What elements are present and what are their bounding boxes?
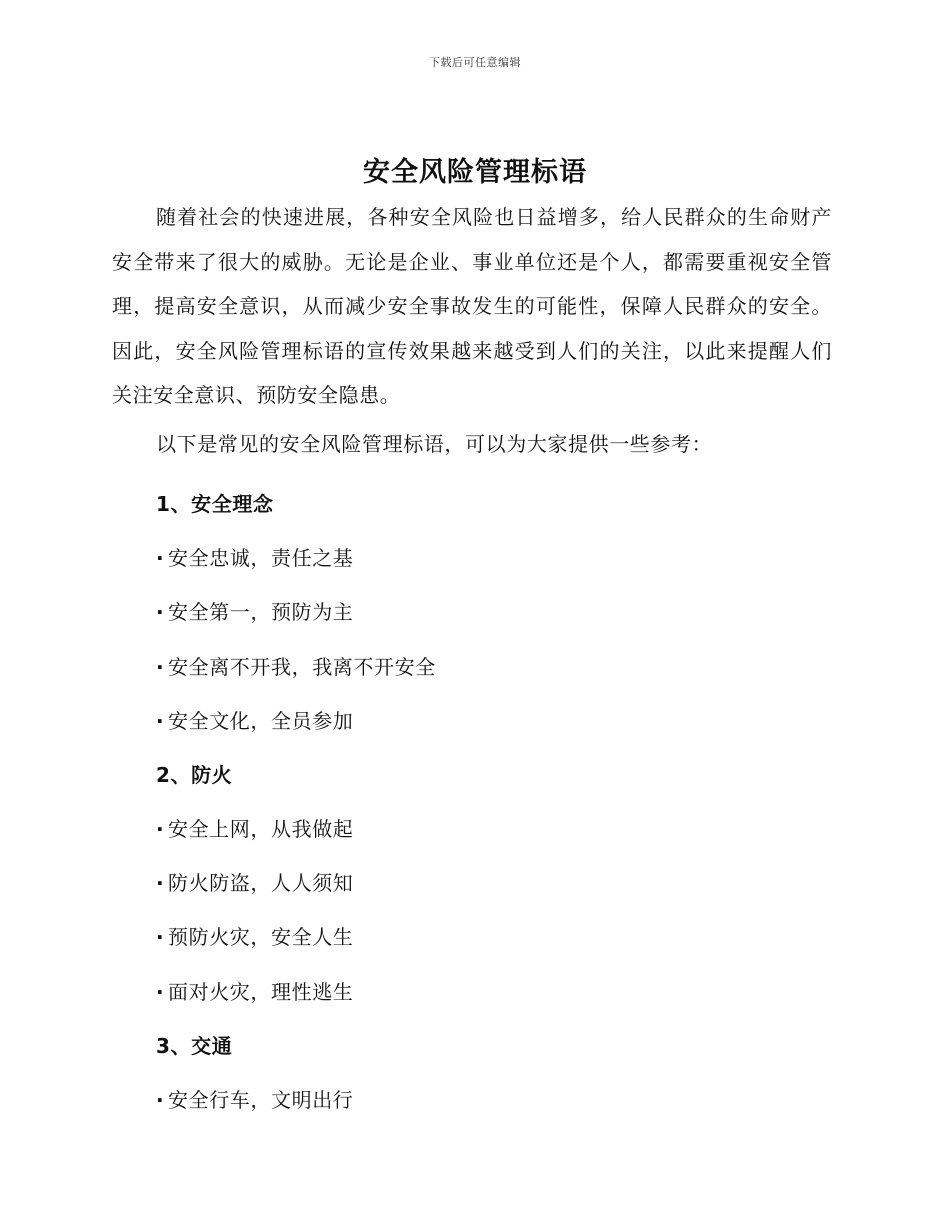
section-heading-traffic: 3、交通 xyxy=(156,1034,233,1058)
slogan-item xyxy=(156,651,436,680)
slogan-text: 安全上网，从我做起 xyxy=(168,817,354,841)
slogan-item xyxy=(156,867,353,896)
bullet-icon: · xyxy=(156,600,165,624)
bullet-icon: · xyxy=(156,709,165,733)
bullet-icon: · xyxy=(156,980,165,1004)
lead-sentence: 以下是常见的安全风险管理标语，可以为大家提供一些参考： xyxy=(156,432,713,456)
slogan-item xyxy=(156,976,353,1005)
slogan-text: 安全离不开我，我离不开安全 xyxy=(168,655,436,679)
slogan-text: 安全文化，全员参加 xyxy=(168,709,354,733)
bullet-icon: · xyxy=(156,871,165,895)
slogan-item xyxy=(156,705,353,734)
intro-paragraph: 随着社会的快速进展，各种安全风险也日益增多，给人民群众的生命财产安全带来了很大的威胁。无论是企业、事业单位还是个人，都需要重视安全管理，提高安全意识，从而减少安全事故发生的可能性，保障人民群众的安全。因此，安全风险管理标语的宣传效果越来越受到人们的关注，以此来提醒人们关注安全意识、预防安全隐患。 xyxy=(112,205,832,407)
bullet-icon: · xyxy=(156,546,165,570)
slogan-text: 安全第一，预防为主 xyxy=(168,600,354,624)
slogan-text: 防火防盗，人人须知 xyxy=(168,871,354,895)
bullet-icon: · xyxy=(156,817,165,841)
slogan-text: 面对火灾，理性逃生 xyxy=(168,980,354,1004)
slogan-item xyxy=(156,813,353,842)
document-title: 安全风险管理标语 xyxy=(363,157,587,188)
section-heading-safety-concept: 1、安全理念 xyxy=(156,492,274,516)
section-heading-fire-prevention: 2、防火 xyxy=(156,763,233,787)
bullet-icon: · xyxy=(156,925,165,949)
slogan-item xyxy=(156,1084,353,1113)
bullet-icon: · xyxy=(156,1088,165,1112)
slogan-item xyxy=(156,542,353,571)
slogan-text: 安全忠诚，责任之基 xyxy=(168,546,354,570)
slogan-text: 预防火灾，安全人生 xyxy=(168,925,354,949)
slogan-item xyxy=(156,596,353,625)
bullet-icon: · xyxy=(156,655,165,679)
slogan-item xyxy=(156,921,353,950)
slogan-text: 安全行车，文明出行 xyxy=(168,1088,354,1112)
header-note: 下载后可任意编辑 xyxy=(429,56,521,69)
